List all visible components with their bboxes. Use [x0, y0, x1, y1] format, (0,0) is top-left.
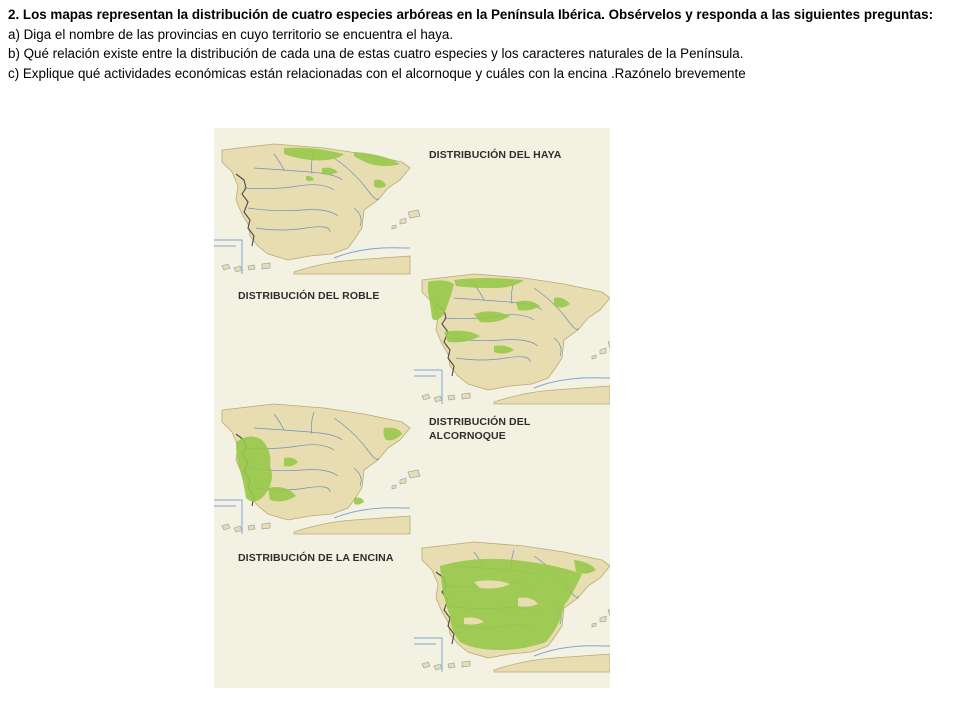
question-item-b: b) Qué relación existe entre la distribución de cada una de estas cuatro especies y los caracteres naturales de la Península. — [8, 46, 744, 62]
question-item-c: c) Explique qué actividades económicas están relacionadas con el alcornoque y cuáles con la encina .Razónelo brevemente — [8, 65, 746, 81]
map-label-alcornoque-line2: ALCORNOQUE — [429, 430, 506, 442]
map-label-alcornoque-line1: DISTRIBUCIÓN DEL — [429, 416, 531, 428]
map-label-encina: DISTRIBUCIÓN DE LA ENCINA — [238, 552, 394, 564]
map-label-haya: DISTRIBUCIÓN DEL HAYA — [429, 149, 562, 161]
species-maps-figure — [214, 128, 610, 688]
species-maps-svg — [214, 128, 610, 688]
question-text — [8, 5, 948, 83]
question-item-a: a) Diga el nombre de las provincias en cuyo territorio se encuentra el haya. — [8, 26, 454, 42]
map-label-roble: DISTRIBUCIÓN DEL ROBLE — [238, 290, 380, 302]
question-title: 2. Los mapas representan la distribución de cuatro especies arbóreas en la Península Ibérica. Obsérvelos y responda a las siguientes preguntas: — [8, 7, 934, 22]
